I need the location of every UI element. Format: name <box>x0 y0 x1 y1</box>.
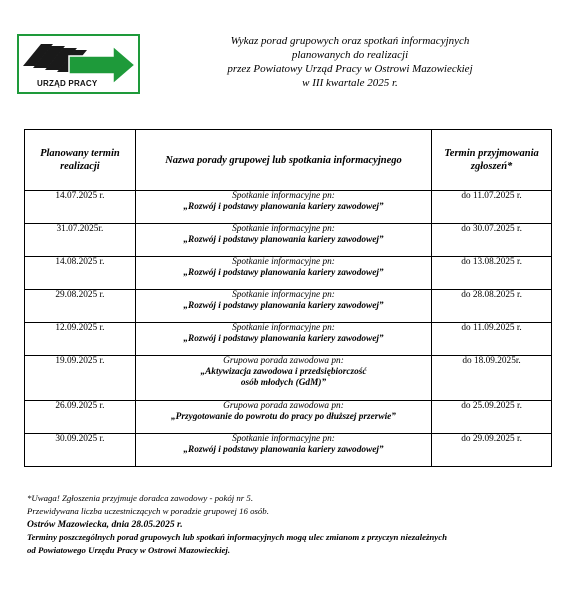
logo-text: URZĄD PRACY <box>37 79 98 88</box>
note-disclaimer-continued: od Powiatowego Urzędu Pracy w Ostrowi Mazowieckiej. <box>27 545 231 555</box>
note-contact: *Uwaga! Zgłoszenia przyjmuje doradca zawodowy - pokój nr 5. <box>27 493 254 503</box>
row-term: do 11.09.2025 r. <box>432 323 552 356</box>
row-type: Spotkanie informacyjne pn: <box>232 257 335 267</box>
row-topic-continued: osób młodych (GdM)” <box>240 378 327 388</box>
table-header-row <box>25 130 552 191</box>
row-name <box>135 290 431 323</box>
table-row <box>25 224 552 257</box>
title-line-3: przez Powiatowy Urząd Pracy w Ostrowi Mazowieckiej <box>227 63 473 75</box>
table-row <box>25 257 552 290</box>
row-topic: „Rozwój i podstawy planowania kariery zawodowej” <box>183 268 384 278</box>
row-type: Spotkanie informacyjne pn: <box>232 434 335 444</box>
row-date: 29.08.2025 r. <box>25 290 136 323</box>
row-name <box>135 434 431 467</box>
row-name <box>135 191 431 224</box>
row-topic: „Rozwój i podstawy planowania kariery zawodowej” <box>183 445 384 455</box>
row-name <box>135 323 431 356</box>
header-term: Termin przyjmowania zgłoszeń* <box>432 130 552 191</box>
note-disclaimer: Terminy poszczególnych porad grupowych lub spotkań informacyjnych mogą ulec zmianom z przyczyn niezależnych <box>27 532 447 542</box>
row-term: do 28.08.2025 r. <box>432 290 552 323</box>
table-row <box>25 290 552 323</box>
title-line-2: planowanych do realizacji <box>291 49 409 61</box>
row-type: Grupowa porada zawodowa pn: <box>223 401 344 411</box>
note-participants: Przewidywana liczba uczestniczących w poradzie grupowej 16 osób. <box>27 506 269 516</box>
row-topic: „Rozwój i podstawy planowania kariery zawodowej” <box>183 235 384 245</box>
row-type: Grupowa porada zawodowa pn: <box>223 356 344 366</box>
row-topic: „Rozwój i podstawy planowania kariery zawodowej” <box>183 334 384 344</box>
header-name: Nazwa porady grupowej lub spotkania informacyjnego <box>135 130 431 191</box>
row-date: 26.09.2025 r. <box>25 401 136 434</box>
row-type: Spotkanie informacyjne pn: <box>232 323 335 333</box>
row-term: do 25.09.2025 r. <box>432 401 552 434</box>
urzad-pracy-logo <box>17 34 140 94</box>
row-date: 31.07.2025r. <box>25 224 136 257</box>
row-date: 19.09.2025 r. <box>25 356 136 401</box>
table-row <box>25 401 552 434</box>
table-row <box>25 323 552 356</box>
row-name <box>135 257 431 290</box>
document-title <box>200 34 500 90</box>
row-term: do 29.09.2025 r. <box>432 434 552 467</box>
row-date: 30.09.2025 r. <box>25 434 136 467</box>
row-name <box>135 401 431 434</box>
header-date: Planowany termin realizacji <box>25 130 136 191</box>
row-name <box>135 224 431 257</box>
row-date: 14.07.2025 r. <box>25 191 136 224</box>
footer-notes <box>27 492 567 557</box>
row-term: do 30.07.2025 r. <box>432 224 552 257</box>
title-line-4: w III kwartale 2025 r. <box>302 77 398 89</box>
row-topic: „Przygotowanie do powrotu do pracy po dłuższej przerwie” <box>171 412 396 422</box>
schedule-table <box>24 129 552 467</box>
row-type: Spotkanie informacyjne pn: <box>232 224 335 234</box>
row-type: Spotkanie informacyjne pn: <box>232 290 335 300</box>
row-term: do 13.08.2025 r. <box>432 257 552 290</box>
table-row <box>25 434 552 467</box>
row-date: 12.09.2025 r. <box>25 323 136 356</box>
row-term: do 11.07.2025 r. <box>432 191 552 224</box>
row-topic: „Aktywizacja zawodowa i przedsiębiorczość <box>200 367 367 377</box>
table-row <box>25 356 552 401</box>
row-topic: „Rozwój i podstawy planowania kariery zawodowej” <box>183 301 384 311</box>
row-topic: „Rozwój i podstawy planowania kariery zawodowej” <box>183 202 384 212</box>
title-line-1: Wykaz porad grupowych oraz spotkań informacyjnych <box>230 35 470 47</box>
row-date: 14.08.2025 r. <box>25 257 136 290</box>
note-place-date: Ostrów Mazowiecka, dnia 28.05.2025 r. <box>27 519 183 530</box>
table-row <box>25 191 552 224</box>
row-type: Spotkanie informacyjne pn: <box>232 191 335 201</box>
row-name <box>135 356 431 401</box>
row-term: do 18.09.2025r. <box>432 356 552 401</box>
